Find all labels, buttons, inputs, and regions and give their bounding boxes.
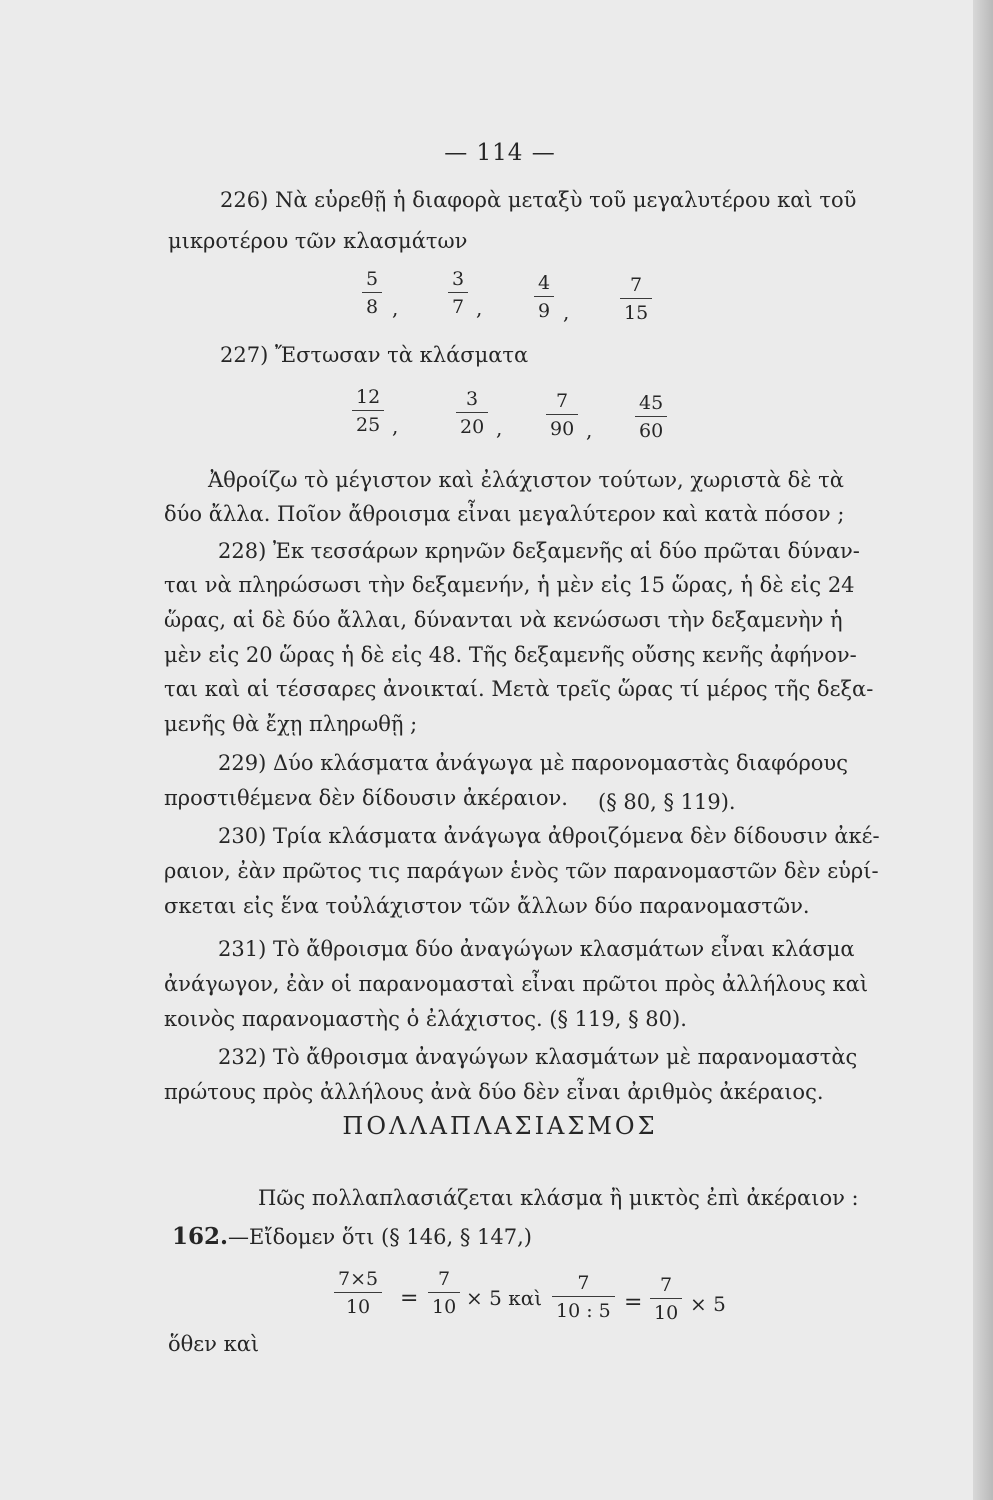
fraction — [362, 268, 382, 318]
equals-sign: = — [624, 1290, 643, 1315]
numerator: 3 — [452, 268, 465, 290]
fraction — [534, 272, 554, 322]
formula-fraction-3 — [552, 1272, 615, 1322]
fraction-bar — [456, 412, 488, 413]
problem-228-line-6: μενῆς θὰ ἔχῃ πληρωθῇ ; — [164, 712, 418, 736]
page-edge — [973, 0, 993, 1500]
problem-229-line-2: προστιθέμενα δὲν δίδουσιν ἀκέραιον. — [164, 786, 568, 810]
numerator: 12 — [356, 386, 381, 408]
fraction — [352, 386, 384, 436]
problem-231-line-2: ἀνάγωγον, ἐὰν οἱ παρανομασταὶ εἶναι πρῶτοι πρὸς ἀλλήλους καὶ — [164, 972, 869, 996]
problem-232-line-2: πρώτους πρὸς ἀλλήλους ἀνὰ δύο δὲν εἶναι ἀριθμὸς ἀκέραιος. — [164, 1080, 824, 1104]
numerator: 7×5 — [338, 1268, 379, 1290]
formula-fraction-2 — [428, 1268, 460, 1318]
fraction — [635, 392, 667, 442]
section-162-line — [172, 1223, 532, 1251]
section-text: —Εἴδομεν ὅτι (§ 146, § 147,) — [228, 1225, 532, 1249]
numerator: 7 — [660, 1274, 673, 1296]
problem-232-line-1: 232) Τὸ ἄθροισμα ἀναγώγων κλασμάτων μὲ παρανομαστὰς — [218, 1045, 858, 1069]
problem-227-line-2: Ἀθροίζω τὸ μέγιστον καὶ ἐλάχιστον τούτων, χωριστὰ δὲ τὰ — [208, 468, 844, 492]
denominator: 25 — [356, 414, 381, 436]
fraction-bar — [352, 410, 384, 411]
problem-228-line-3: ὥρας, αἱ δὲ δύο ἄλλαι, δύνανται νὰ κενώσωσι τὴν δεξαμενὴν ἡ — [164, 608, 843, 632]
numerator: 45 — [639, 392, 664, 414]
section-number: 162. — [172, 1223, 229, 1250]
fraction — [456, 388, 488, 438]
problem-228-line-5: ται καὶ αἱ τέσσαρες ἀνοικταί. Μετὰ τρεῖς ὥρας τί μέρος τῆς δεξα- — [164, 677, 874, 701]
problem-229-reference: (§ 80, § 119). — [598, 790, 736, 814]
formula-fraction-4 — [650, 1274, 682, 1324]
problem-231-line-3: κοινὸς παρανομαστὴς ὁ ἐλάχιστος. (§ 119, § 80). — [164, 1007, 687, 1031]
section-heading: ΠΟΛΛΑΠΛΑΣΙΑΣΜΟΣ — [342, 1112, 658, 1140]
denominator: 60 — [639, 420, 664, 442]
section-question: Πῶς πολλαπλασιάζεται κλάσμα ἢ μικτὸς ἐπὶ ἀκέραιον : — [258, 1186, 859, 1210]
formula-tail: × 5 — [690, 1292, 726, 1316]
denominator: 15 — [624, 302, 649, 324]
problem-231-line-1: 231) Τὸ ἄθροισμα δύο ἀναγώγων κλασμάτων εἶναι κλάσμα — [218, 937, 855, 961]
fraction-bar — [334, 1292, 382, 1293]
formula-fraction-1 — [334, 1268, 382, 1318]
numerator: 5 — [366, 268, 379, 290]
fraction-bar — [362, 292, 382, 293]
numerator: 3 — [466, 388, 479, 410]
denominator: 7 — [452, 296, 465, 318]
denominator: 20 — [460, 416, 485, 438]
comma: , — [392, 414, 399, 438]
problem-227-line-3: δύο ἄλλα. Ποῖον ἄθροισμα εἶναι μεγαλύτερον καὶ κατὰ πόσον ; — [164, 502, 845, 526]
comma: , — [496, 416, 503, 440]
problem-229-line-1: 229) Δύο κλάσματα ἀνάγωγα μὲ παρονομαστὰς διαφόρους — [218, 751, 848, 775]
denominator: 9 — [538, 300, 551, 322]
fraction — [620, 274, 652, 324]
problem-227-line-1: 227) Ἔστωσαν τὰ κλάσματα — [220, 343, 529, 367]
numerator: 7 — [556, 390, 569, 412]
comma: , — [476, 296, 483, 320]
problem-226-line-2: μικροτέρου τῶν κλασμάτων — [168, 229, 468, 253]
problem-228-line-1: 228) Ἐκ τεσσάρων κρηνῶν δεξαμενῆς αἱ δύο πρῶται δύναν- — [218, 539, 860, 563]
problem-226-line-1: 226) Νὰ εὑρεθῇ ἡ διαφορὰ μεταξὺ τοῦ μεγαλυτέρου καὶ τοῦ — [220, 188, 857, 212]
comma: , — [586, 418, 593, 442]
problem-228-line-4: μὲν εἰς 20 ὥρας ἡ δὲ εἰς 48. Τῆς δεξαμενῆς οὔσης κενῆς ἀφήνον- — [164, 643, 857, 667]
denominator: 10 — [654, 1302, 679, 1324]
comma: , — [392, 296, 399, 320]
fraction — [448, 268, 468, 318]
denominator: 8 — [366, 296, 379, 318]
problem-230-line-3: σκεται εἰς ἕνα τοὐλάχιστον τῶν ἄλλων δύο παρανομαστῶν. — [164, 894, 810, 918]
fraction-bar — [650, 1298, 682, 1299]
closing-line: ὅθεν καὶ — [168, 1332, 260, 1356]
formula-middle: × 5 καὶ — [466, 1286, 543, 1310]
problem-228-line-2: ται νὰ πληρώσωσι τὴν δεξαμενήν, ἡ μὲν εἰς 15 ὥρας, ἡ δὲ εἰς 24 — [164, 573, 855, 597]
numerator: 7 — [577, 1272, 590, 1294]
denominator: 90 — [550, 418, 575, 440]
numerator: 7 — [630, 274, 643, 296]
problem-230-line-1: 230) Τρία κλάσματα ἀνάγωγα ἀθροιζόμενα δὲν δίδουσιν ἀκέ- — [218, 824, 880, 848]
fraction-bar — [620, 298, 652, 299]
fraction — [546, 390, 578, 440]
comma: , — [563, 300, 570, 324]
fraction-bar — [534, 296, 554, 297]
problem-230-line-2: ραιον, ἐὰν πρῶτος τις παράγων ἑνὸς τῶν παρανομαστῶν δὲν εὑρί- — [164, 859, 879, 883]
denominator: 10 — [432, 1296, 457, 1318]
numerator: 4 — [538, 272, 551, 294]
fraction-bar — [428, 1292, 460, 1293]
equals-sign: = — [400, 1286, 419, 1311]
fraction-bar — [635, 416, 667, 417]
fraction-bar — [546, 414, 578, 415]
fraction-bar — [552, 1296, 615, 1297]
numerator: 7 — [438, 1268, 451, 1290]
page-number: — 114 — — [444, 140, 556, 166]
denominator: 10 — [345, 1296, 371, 1318]
denominator: 10 : 5 — [556, 1300, 611, 1322]
fraction-bar — [448, 292, 468, 293]
